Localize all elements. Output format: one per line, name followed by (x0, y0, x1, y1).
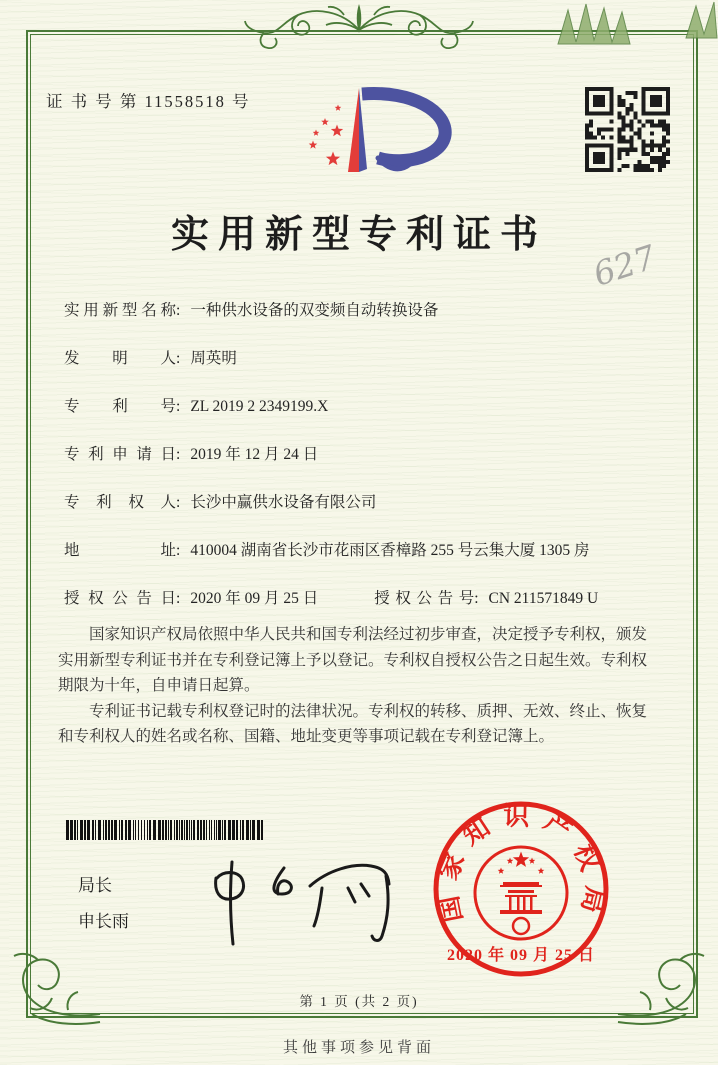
field-row-name: 实用新型名称 : 一种供水设备的双变频自动转换设备 (64, 298, 682, 324)
certificate-number: 证 书 号 第 11558518 号 (46, 92, 251, 111)
svg-text:国家知识产权局 (432, 802, 610, 928)
legal-text (58, 622, 660, 750)
top-corner-leaf-ornament (684, 0, 718, 40)
field-row-patent-number: 专利号 : ZL 2019 2 2349199.X (64, 394, 682, 420)
field-value: 长沙中赢供水设备有限公司 (190, 494, 377, 511)
handwritten-note: 627 (588, 237, 661, 294)
legal-paragraph-2: 专利证书记载专利权登记时的法律状况。专利权的转移、质押、无效、终止、恢复和专利权人的姓名或名称、国籍、地址变更等事项记载在专利登记簿上。 (58, 702, 648, 745)
barcode (66, 820, 266, 840)
signer-block (78, 868, 129, 940)
field-label: 实用新型名称 (64, 302, 176, 319)
field-row-grant: 授权公告日 : 2020 年 09 月 25 日 授权公告号 : CN 211571849 U (64, 586, 682, 612)
top-right-leaf-ornament (556, 0, 656, 46)
field-label: 授权公告号 (374, 590, 475, 607)
field-label: 发明人 (64, 350, 176, 367)
field-row-filing-date: 专利申请日 : 2019 年 12 月 24 日 (64, 442, 682, 468)
field-row-patentee: 专利权人 : 长沙中赢供水设备有限公司 (64, 490, 682, 516)
back-side-note: 其他事项参见背面 (282, 1040, 435, 1056)
field-value: 410004 湖南省长沙市花雨区香樟路 255 号云集大厦 1305 房 (190, 542, 590, 559)
field-value: 一种供水设备的双变频自动转换设备 (190, 302, 439, 319)
seal-text: 国家知识产权局 (431, 801, 611, 928)
certificate-title: 实用新型专利证书 (170, 214, 547, 256)
field-value: 2019 年 12 月 24 日 (190, 446, 319, 463)
signature-handwriting (185, 846, 400, 946)
seal-emblem-gate (500, 882, 542, 914)
field-row-address: 地址 : 410004 湖南省长沙市花雨区香樟路 255 号云集大厦 1305 房 (64, 538, 682, 564)
cnipa-logo-icon (298, 80, 463, 188)
field-label: 授权公告日 (64, 590, 176, 607)
qr-code (585, 87, 670, 172)
seal-date: 2020 年 09 月 25 日 (446, 947, 595, 964)
field-label: 专利号 (64, 398, 176, 415)
top-center-flourish-ornament (244, 3, 474, 55)
field-label: 专利权人 (64, 494, 176, 511)
field-value: CN 211571849 U (488, 590, 599, 607)
signer-title: 局长 (78, 876, 112, 895)
field-label: 地址 (64, 542, 176, 559)
field-label: 专利申请日 (64, 446, 176, 463)
page-number: 第 1 页 (共 2 页) (299, 994, 419, 1009)
legal-paragraph-1: 国家知识产权局依照中华人民共和国专利法经过初步审查，决定授予专利权，颁发实用新型专利证书并在专利登记簿上予以登记。专利权自授权公告之日起生效。专利权期限为十年，自申请日起算。 (58, 626, 648, 694)
field-value: 周英明 (190, 350, 237, 367)
field-value: 2020 年 09 月 25 日 (190, 590, 319, 607)
field-list (64, 298, 682, 634)
field-value: ZL 2019 2 2349199.X (190, 398, 329, 415)
signer-name: 申长雨 (78, 912, 129, 931)
field-row-inventor: 发明人 : 周英明 (64, 346, 682, 372)
